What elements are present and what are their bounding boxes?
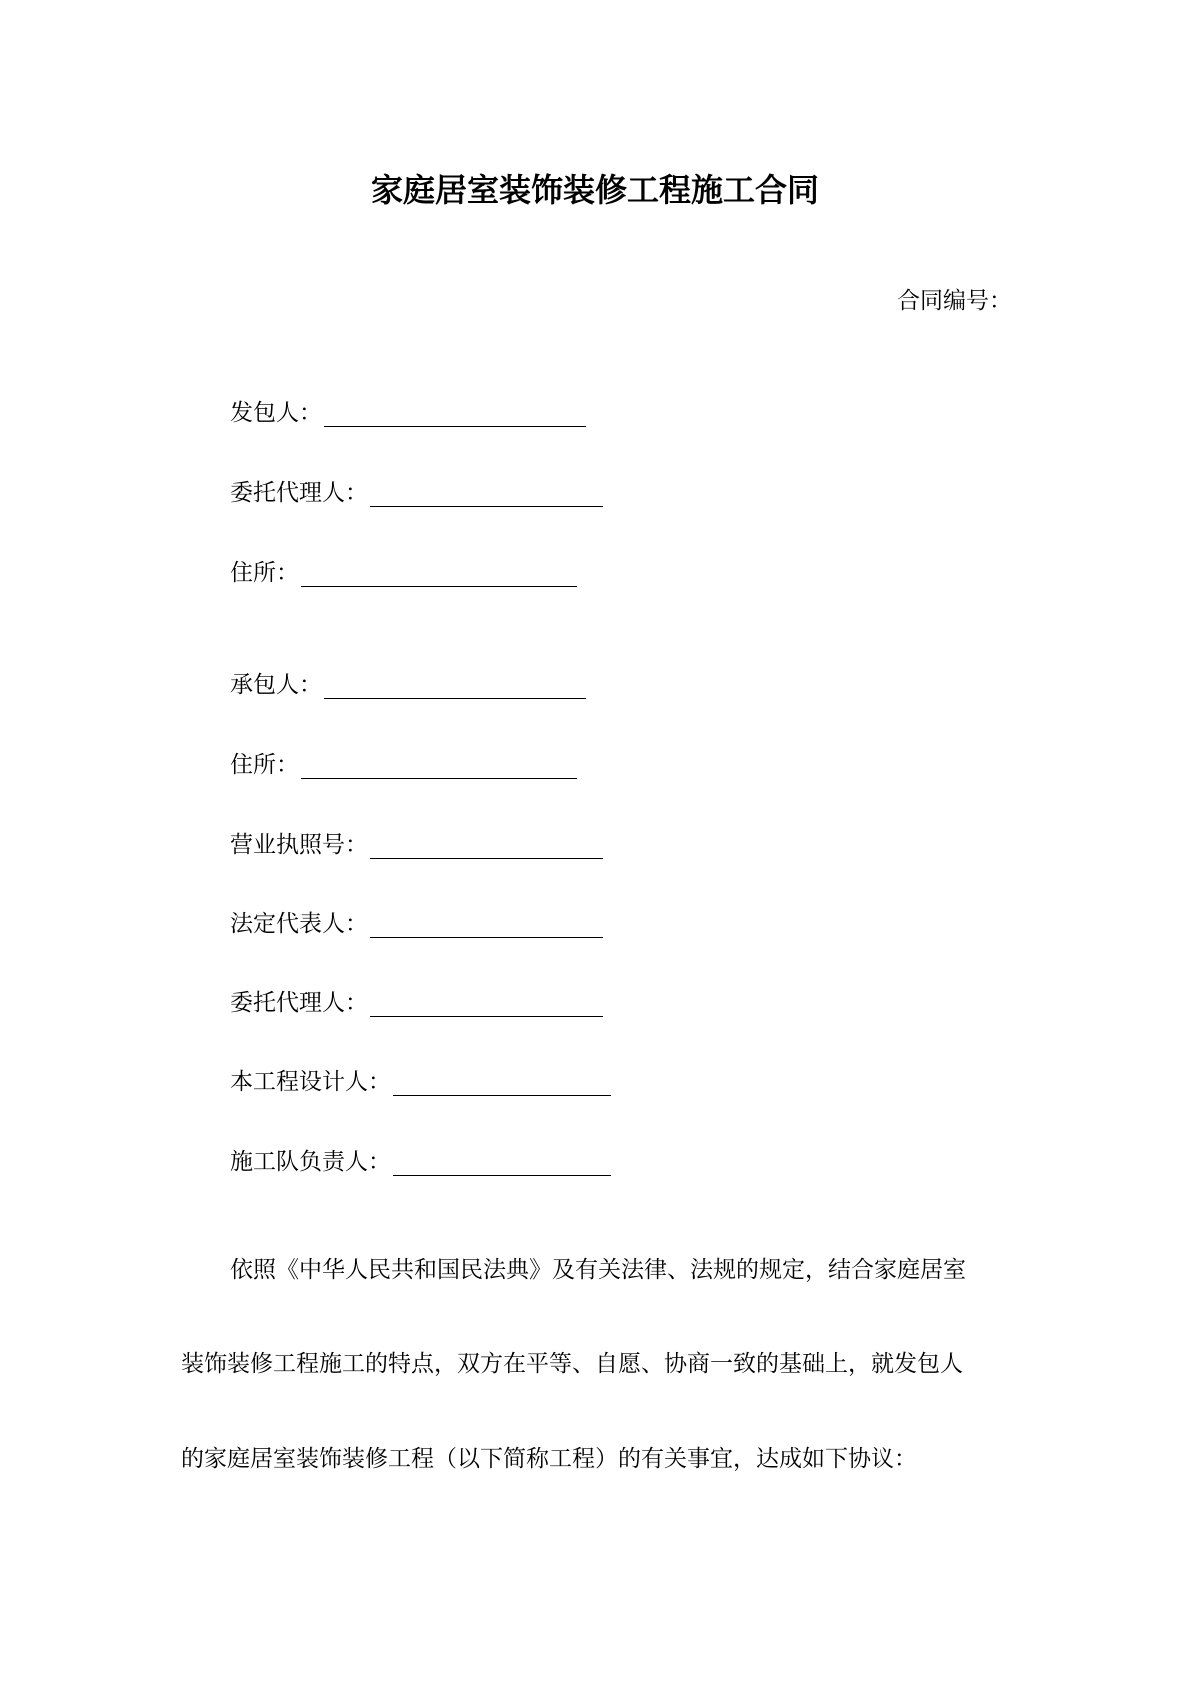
legal-representative-label: 法定代表人： [230, 911, 368, 937]
contractor-address-blank[interactable] [301, 754, 577, 779]
document-title: 家庭居室装饰装修工程施工合同 [370, 171, 819, 209]
contractor-address-label: 住所： [230, 752, 299, 778]
contractor-agent-blank[interactable] [370, 992, 603, 1017]
contract-number-label: 合同编号： [897, 288, 1012, 314]
employer-agent-field [230, 477, 603, 509]
employer-name-label: 发包人： [230, 400, 322, 426]
preamble-line-3: 的家庭居室装饰装修工程（以下简称工程）的有关事宜，达成如下协议： [181, 1446, 917, 1472]
employer-address-label: 住所： [230, 560, 299, 586]
contractor-name-blank[interactable] [324, 674, 586, 699]
employer-address-field [230, 557, 577, 589]
designer-blank[interactable] [393, 1071, 611, 1096]
business-license-field [230, 829, 603, 861]
team-leader-field [230, 1146, 611, 1178]
designer-label: 本工程设计人： [230, 1069, 391, 1095]
legal-representative-field [230, 908, 603, 940]
employer-address-blank[interactable] [301, 562, 577, 587]
employer-name-field [230, 397, 586, 429]
team-leader-label: 施工队负责人： [230, 1149, 391, 1175]
designer-field [230, 1066, 611, 1098]
contractor-agent-label: 委托代理人： [230, 990, 368, 1016]
employer-agent-label: 委托代理人： [230, 480, 368, 506]
contractor-address-field [230, 749, 577, 781]
preamble-line-1: 依照《中华人民共和国民法典》及有关法律、法规的规定，结合家庭居室 [230, 1257, 966, 1283]
contractor-name-field [230, 669, 586, 701]
contractor-agent-field [230, 987, 603, 1019]
team-leader-blank[interactable] [393, 1151, 611, 1176]
legal-representative-blank[interactable] [370, 913, 603, 938]
contractor-name-label: 承包人： [230, 672, 322, 698]
business-license-blank[interactable] [370, 834, 603, 859]
employer-name-blank[interactable] [324, 402, 586, 427]
preamble-line-2: 装饰装修工程施工的特点，双方在平等、自愿、协商一致的基础上，就发包人 [181, 1351, 963, 1377]
business-license-label: 营业执照号： [230, 832, 368, 858]
employer-agent-blank[interactable] [370, 482, 603, 507]
